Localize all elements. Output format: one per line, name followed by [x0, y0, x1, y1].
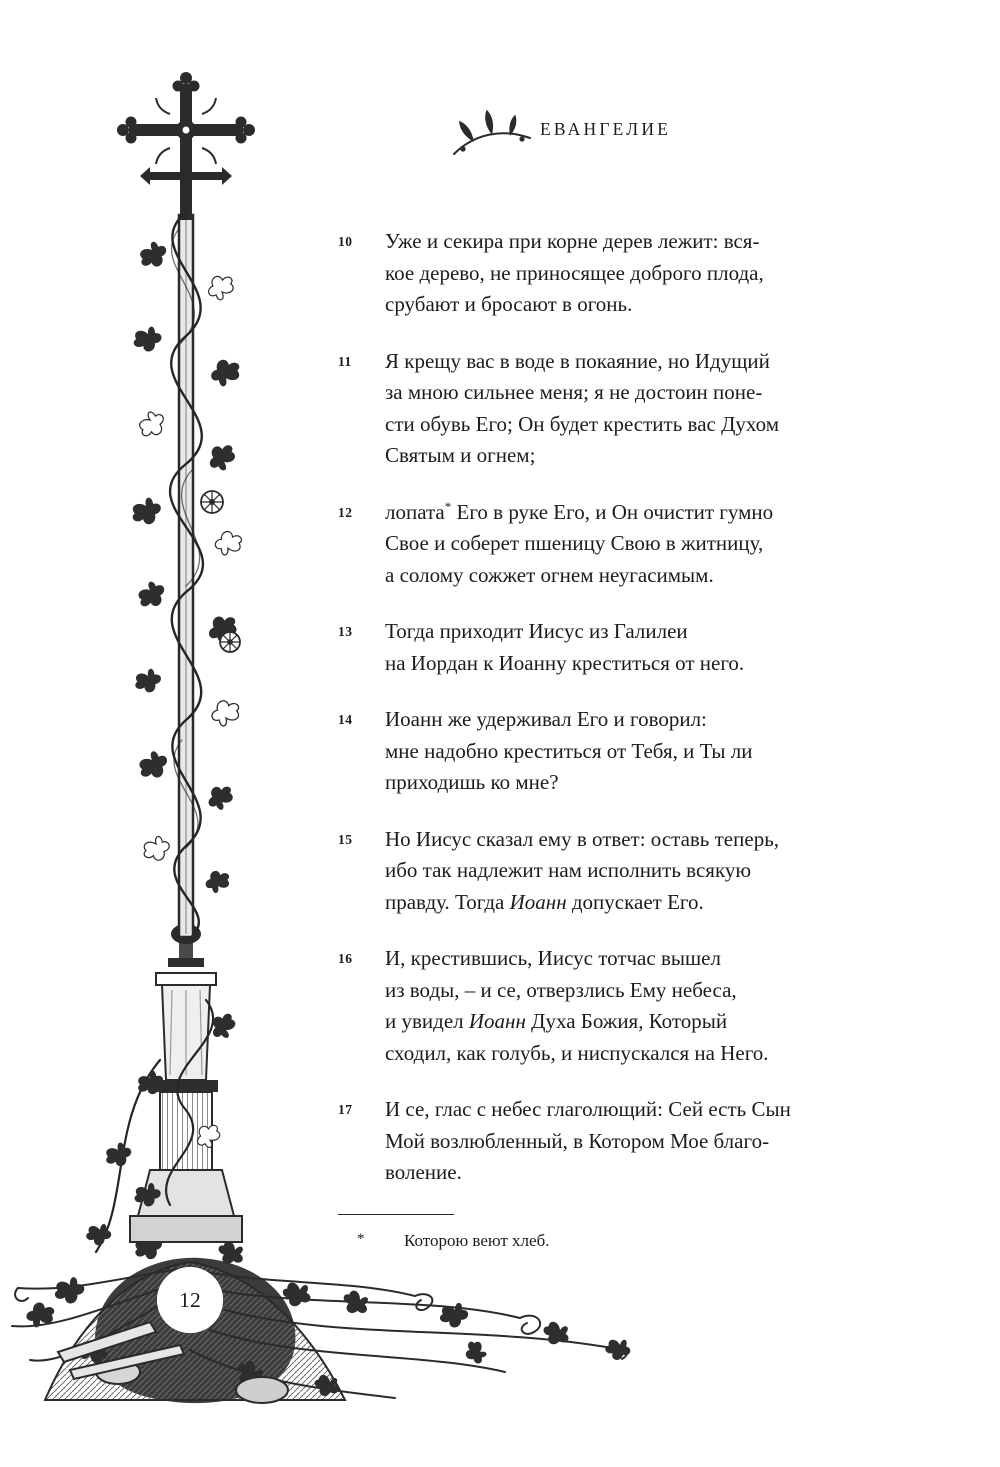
footnote-text: Которою веют хлеб.	[404, 1230, 550, 1250]
verse	[338, 497, 928, 592]
footnote-marker: *	[357, 1230, 365, 1247]
verse-text	[385, 943, 769, 1069]
verse-line: Святым и огнем;	[385, 443, 536, 467]
verse	[338, 616, 928, 679]
ground-engraving	[12, 1231, 630, 1403]
verse-line: И, крестившись, Иисус тотчас вышел	[385, 946, 721, 970]
verse-line: из воды, – и се, отверзлись Ему небеса,	[385, 977, 737, 1002]
verse-line: Тогда приходит Иисус из Галилеи	[385, 619, 688, 643]
verse-number: 13	[338, 624, 353, 639]
verse-line: правду. Тогда Иоанн допускает Его.	[385, 889, 704, 914]
verse-line: на Иордан к Иоанну креститься от него.	[385, 650, 745, 675]
verse-line: Уже и секира при корне дерев лежит: вся-	[385, 229, 760, 253]
verse-line: лопата* Его в руке Его, и Он очистит гумно	[385, 498, 774, 524]
verse-line: мне надобно креститься от Тебя, и Ты ли	[385, 738, 753, 763]
verse-number: 16	[338, 951, 353, 966]
verse-line: и увидел Иоанн Духа Божия, Который	[385, 1009, 728, 1033]
leaf-ornament-icon	[450, 108, 534, 166]
verse	[338, 1094, 928, 1189]
verse-line: ибо так надлежит нам исполнить всякую	[385, 858, 752, 882]
verse-line: воление.	[385, 1160, 462, 1184]
verse-text	[385, 1094, 791, 1189]
verse-number: 10	[338, 234, 353, 249]
cross-shaft	[179, 215, 193, 937]
verse-line: Мой возлюбленный, в Котором Мое благо-	[385, 1128, 770, 1153]
verse-line: И се, глас с небес глаголющий: Сей есть Сын	[385, 1097, 791, 1121]
verse-text	[385, 346, 779, 472]
verse-line: кое дерево, не приносящее доброго плода,	[385, 260, 764, 285]
verse-number: 15	[338, 831, 353, 847]
verse-line: Я крещу вас в воде в покаяние, но Идущий	[385, 348, 770, 373]
verse-text	[385, 226, 764, 321]
verse	[338, 226, 928, 321]
verse	[338, 346, 928, 472]
cross-head	[117, 72, 255, 220]
verse-number: 12	[338, 504, 353, 520]
verse-line: сходил, как голубь, и ниспускался на Него.	[385, 1040, 769, 1065]
verse-text	[385, 616, 744, 679]
verse-text	[385, 824, 779, 919]
verse-number: 14	[338, 712, 353, 727]
footnote-line	[338, 1231, 928, 1251]
footnote-divider	[338, 1214, 454, 1215]
verse-number: 11	[338, 353, 352, 369]
page-number: 12	[179, 1287, 201, 1312]
verse-line: а солому сожжет огнем неугасимым.	[385, 562, 714, 587]
footnote	[338, 1214, 928, 1251]
verse-text	[385, 497, 773, 592]
page-number-badge	[157, 1267, 223, 1333]
verse-line: за мною сильнее меня; я не достоин поне-	[385, 380, 763, 404]
verse	[338, 824, 928, 919]
header-title: ЕВАНГЕЛИЕ	[540, 119, 672, 139]
verse-number: 17	[338, 1102, 353, 1117]
verse-line: Свое и соберет пшеницу Свою в житницу,	[385, 531, 764, 555]
verse-line: приходишь ко мне?	[385, 770, 559, 794]
verse-line: Но Иисус сказал ему в ответ: оставь теперь,	[385, 826, 780, 851]
verse-line: Иоанн же удерживал Его и говорил:	[385, 707, 707, 731]
verse-line: сти обувь Его; Он будет крестить вас Духом	[385, 411, 779, 436]
verses-list	[338, 226, 928, 1189]
verse	[338, 943, 928, 1069]
verse-text	[385, 704, 752, 799]
verse	[338, 704, 928, 799]
text-column	[338, 226, 928, 1251]
verse-line: срубают и бросают в огонь.	[385, 292, 633, 316]
